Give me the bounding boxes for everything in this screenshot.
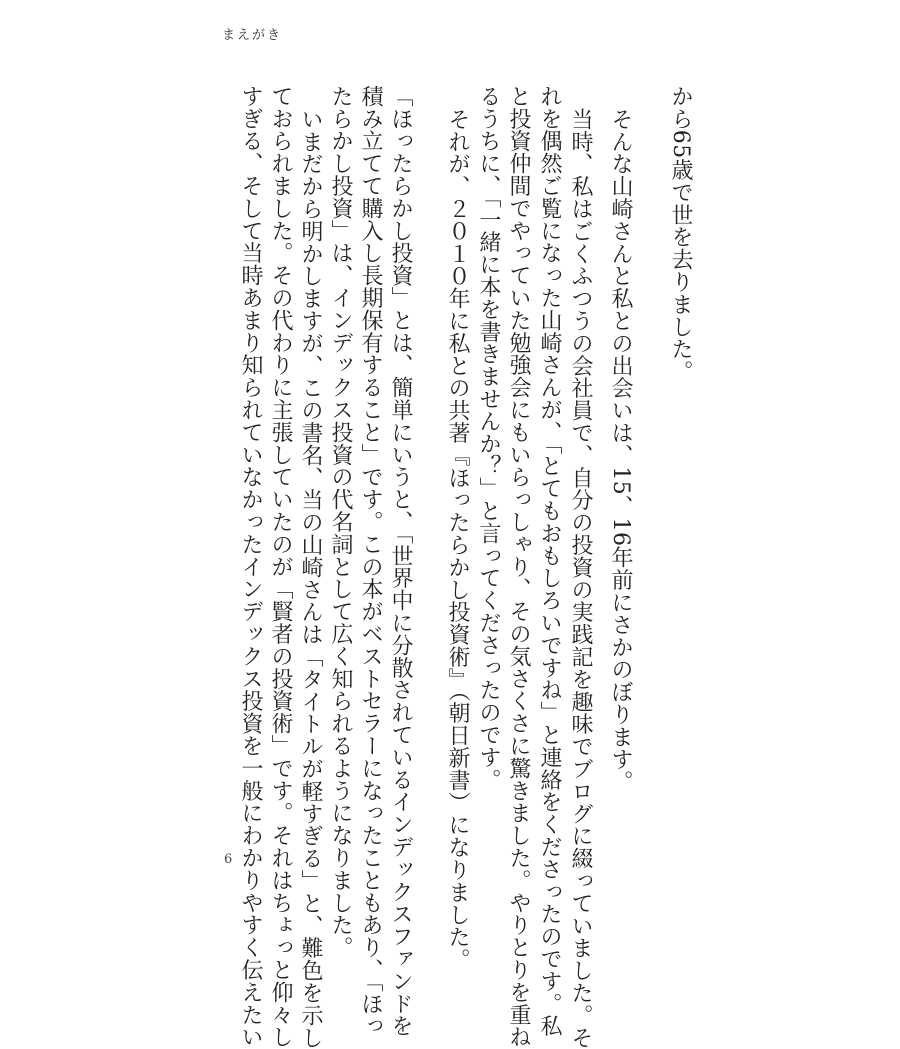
text-line: たらかし投資」は、インデックス投資の代名詞として広く知られるようになりました。 bbox=[328, 85, 353, 959]
text-line: それが、２０１０年に私との共著『ほったらかし投資術』（朝日新書）になりました。 bbox=[445, 108, 470, 971]
text-line: れを偶然ご覧になった山崎さんが、「とてもおもしろいですね」と連絡をくださったのです。私 bbox=[537, 85, 562, 1038]
text-line: 「ほったらかし投資」とは、簡単にいうと、「世界中に分散されているインデックスファンドを bbox=[388, 85, 413, 1038]
text-line: るうちに、「一緒に本を書きませんか？」と言ってくださったのです。 bbox=[476, 85, 501, 791]
text-line: そんな山崎さんと私との出会いは、15、16年前にさかのぼります。 bbox=[608, 108, 633, 793]
text-line: ておられました。その代わりに主張していたのが「賢者の投資術」です。それはちょっと仰々し bbox=[268, 85, 293, 1049]
text-line: いまだから明かしますが、この書名、当の山崎さんは「タイトルが軽すぎる」と、難色を示し bbox=[298, 108, 323, 1049]
text-line: すぎる、そして当時あまり知られていなかったインデックス投資を一般にわかりやすく伝えたい bbox=[238, 85, 263, 1049]
chapter-header: まえがき bbox=[222, 28, 283, 43]
text-line: から65歳で世を去りました。 bbox=[668, 85, 693, 383]
text-line: 当時、私はごくふつうの会社員で、自分の投資の実践記を趣味でブログに綴っていました。そ bbox=[568, 108, 593, 1049]
text-line: と投資仲間でやっていた勉強会にもいらっしゃり、その気さくさに驚きました。やりとりを重ね bbox=[506, 85, 531, 1049]
page-number: 6 bbox=[224, 852, 233, 867]
text-line: 積み立てて購入し長期保有すること」です。この本がベストセラーになったこともあり、「ほっ bbox=[358, 85, 383, 1038]
